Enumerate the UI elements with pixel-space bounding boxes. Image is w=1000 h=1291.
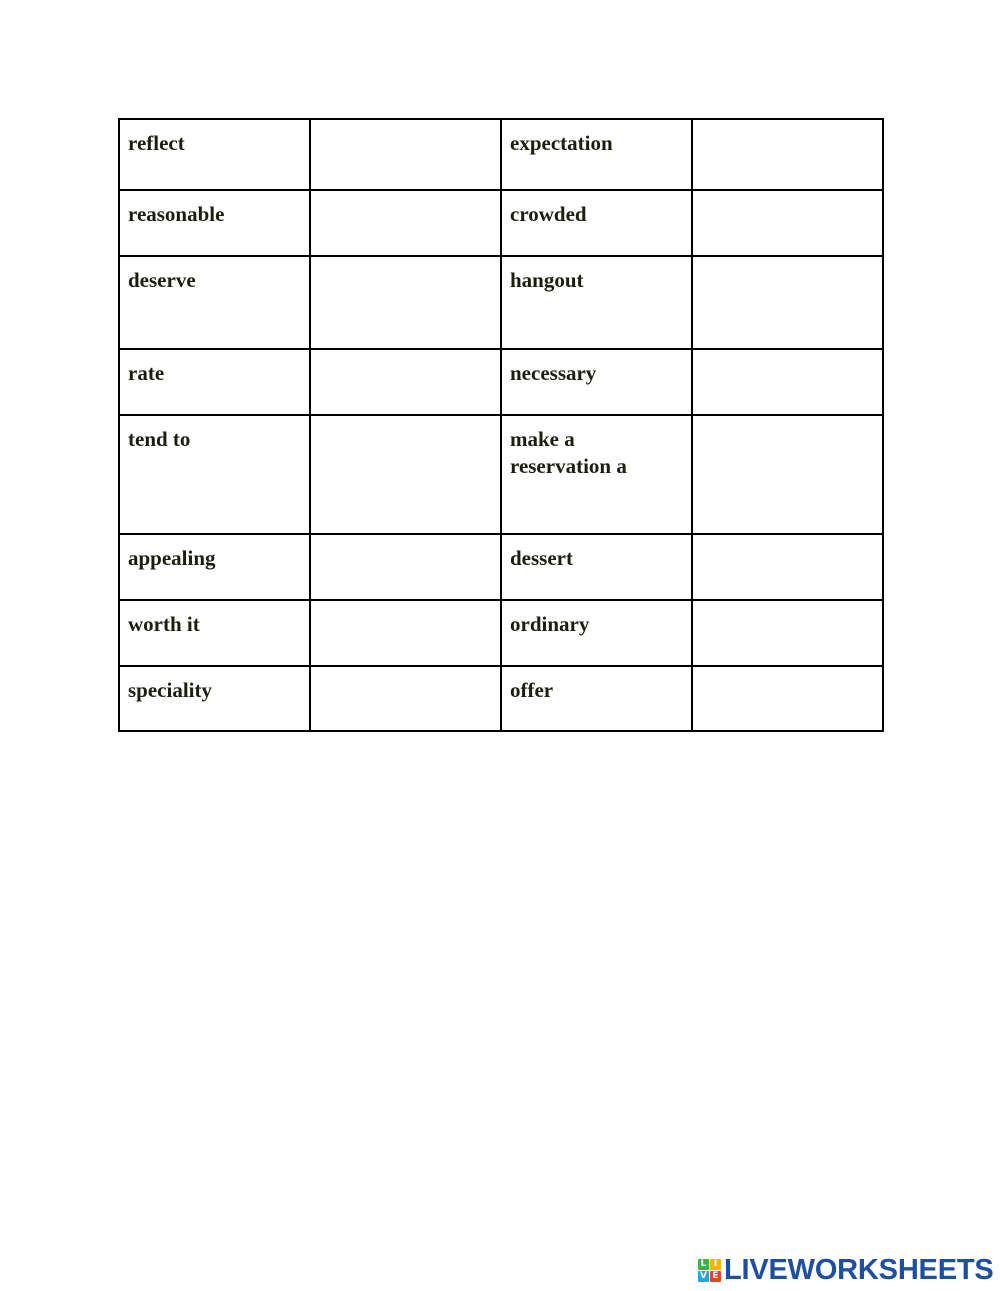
answer-cell[interactable] <box>692 600 883 666</box>
table-row <box>119 349 883 415</box>
answer-cell[interactable] <box>310 256 501 349</box>
table-row <box>119 256 883 349</box>
answer-cell[interactable] <box>310 349 501 415</box>
logo-block: I <box>710 1259 721 1270</box>
answer-cell[interactable] <box>310 119 501 190</box>
word-cell: crowded <box>501 190 692 256</box>
table-row <box>119 415 883 534</box>
answer-cell[interactable] <box>692 534 883 600</box>
answer-cell[interactable] <box>692 666 883 731</box>
logo-block: V <box>698 1271 709 1282</box>
word-cell: reasonable <box>119 190 310 256</box>
logo-text: LIVEWORKSHEETS <box>724 1254 994 1286</box>
word-cell: make a reservation a <box>501 415 692 534</box>
word-cell: dessert <box>501 534 692 600</box>
liveworksheets-logo <box>698 1256 994 1284</box>
word-cell: necessary <box>501 349 692 415</box>
table-row <box>119 666 883 731</box>
logo-block: E <box>710 1271 721 1282</box>
answer-cell[interactable] <box>310 415 501 534</box>
table-row <box>119 190 883 256</box>
table-row <box>119 534 883 600</box>
word-cell: deserve <box>119 256 310 349</box>
table-row <box>119 600 883 666</box>
word-cell: reflect <box>119 119 310 190</box>
word-cell: ordinary <box>501 600 692 666</box>
word-cell: appealing <box>119 534 310 600</box>
word-cell: tend to <box>119 415 310 534</box>
answer-cell[interactable] <box>692 190 883 256</box>
answer-cell[interactable] <box>692 119 883 190</box>
answer-cell[interactable] <box>692 256 883 349</box>
word-cell: worth it <box>119 600 310 666</box>
answer-cell[interactable] <box>310 190 501 256</box>
answer-cell[interactable] <box>310 666 501 731</box>
vocabulary-table <box>118 118 884 732</box>
table-row <box>119 119 883 190</box>
answer-cell[interactable] <box>692 415 883 534</box>
answer-cell[interactable] <box>692 349 883 415</box>
answer-cell[interactable] <box>310 600 501 666</box>
logo-block: L <box>698 1259 709 1270</box>
live-icon <box>698 1259 721 1282</box>
answer-cell[interactable] <box>310 534 501 600</box>
word-cell: rate <box>119 349 310 415</box>
word-cell: speciality <box>119 666 310 731</box>
word-cell: hangout <box>501 256 692 349</box>
word-cell: offer <box>501 666 692 731</box>
word-cell: expectation <box>501 119 692 190</box>
